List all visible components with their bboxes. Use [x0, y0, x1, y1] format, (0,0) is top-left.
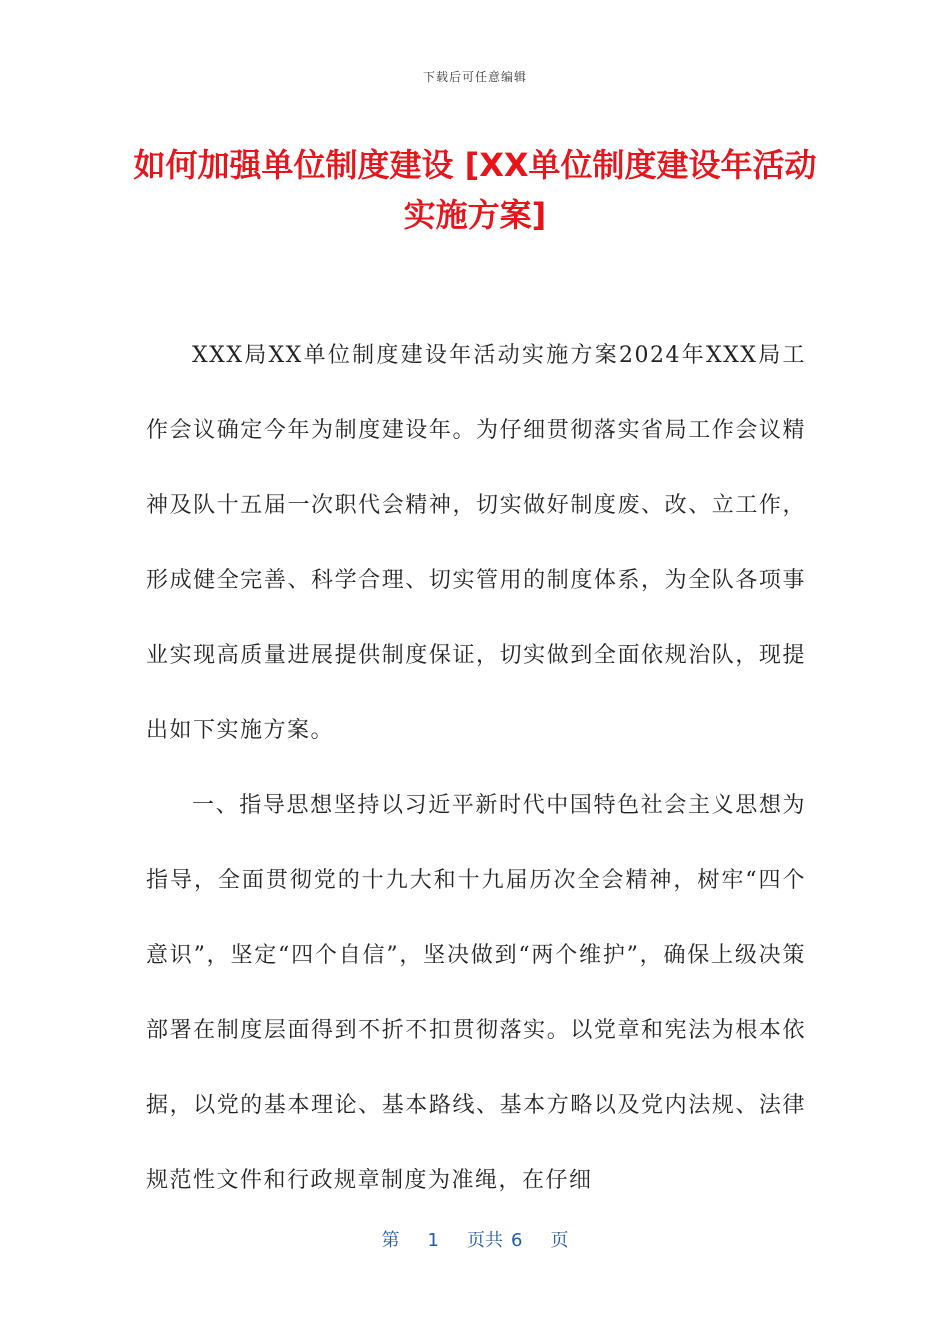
footer-total-label: 页共: [467, 1230, 503, 1251]
paragraph-intro: XXX局XX单位制度建设年活动实施方案2024年XXX局工作会议确定今年为制度建设年。为仔细贯彻落实省局工作会议精神及队十五届一次职代会精神，切实做好制度废、改、立工作，形成健全完善、科学合理、切实管用的制度体系，为全队各项事业实现高质量进展提供制度保证，切实做到全面依规治队，现提出如下实施方案。: [146, 343, 806, 743]
footer-total-pages: 6: [511, 1230, 523, 1251]
footer-page-label: 第: [381, 1230, 400, 1251]
document-title: 如何加强单位制度建设 [XX单位制度建设年活动实施方案]: [133, 146, 817, 234]
document-body: [146, 318, 806, 1218]
page-footer: [0, 1226, 950, 1252]
footer-page-number: 1: [427, 1230, 439, 1251]
header-note: 下载后可任意编辑: [422, 70, 527, 84]
footer-page-suffix: 页: [550, 1230, 569, 1251]
paragraph-guiding-thought: 一、指导思想坚持以习近平新时代中国特色社会主义思想为指导，全面贯彻党的十九大和十九届历次全会精神，树牢“四个意识”，坚定“四个自信”，坚决做到“两个维护”，确保上级决策部署在制度层面得到不折不扣贯彻落实。以党章和宪法为根本依据，以党的基本理论、基本路线、基本方略以及党内法规、法律规范性文件和行政规章制度为准绳，在仔细: [146, 793, 806, 1193]
